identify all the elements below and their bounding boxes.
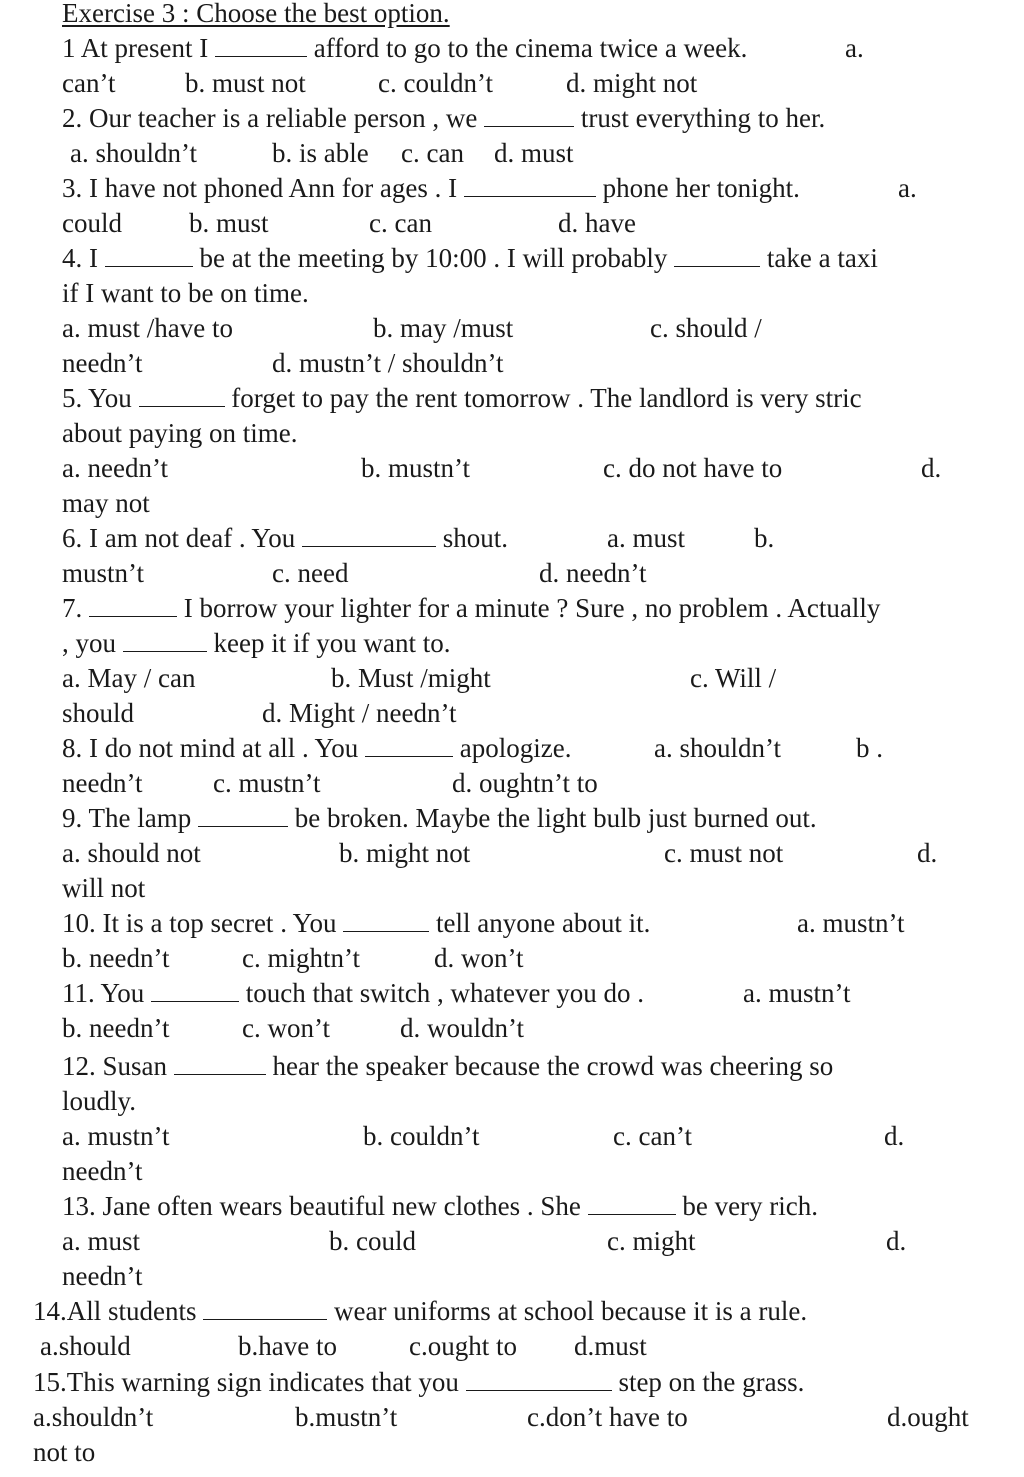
question-1-blank[interactable] [215, 36, 307, 57]
question-8-text-before: 8. I do not mind at all . You [62, 733, 366, 763]
question-7-continuation [62, 626, 450, 661]
question-1-text-before: 1 At present I [62, 33, 215, 63]
question-10-text-after: tell anyone about it. [429, 908, 651, 938]
question-7 [62, 591, 880, 626]
question-15 [33, 1365, 804, 1400]
question-4-option-a[interactable]: a. must /have to [62, 313, 233, 343]
question-4-text-after: take a taxi [760, 243, 878, 273]
question-2-text-after: trust everything to her. [574, 103, 826, 133]
question-2-blank[interactable] [484, 106, 574, 127]
question-6 [62, 521, 508, 556]
question-5-continuation: about paying on time. [62, 418, 298, 448]
question-8-option-d[interactable]: d. oughtn’t to [452, 768, 598, 798]
question-13-text-after: be very rich. [675, 1191, 819, 1221]
question-8-option-a[interactable]: a. shouldn’t [654, 733, 781, 763]
question-7-blank-1[interactable] [89, 596, 177, 617]
question-3-option-a-cont[interactable]: could [62, 208, 122, 238]
question-4-continuation: if I want to be on time. [62, 278, 309, 308]
question-2-option-b[interactable]: b. is able [272, 138, 369, 168]
question-4 [62, 241, 878, 276]
question-5-option-d[interactable]: d. [921, 453, 942, 483]
question-12-option-c[interactable]: c. can’t [613, 1121, 692, 1151]
question-13-blank[interactable] [588, 1194, 676, 1215]
question-3-blank[interactable] [464, 176, 596, 197]
question-2-text-before: 2. Our teacher is a reliable person , we [62, 103, 485, 133]
question-5-text-after: forget to pay the rent tomorrow . The landlord is very stric [224, 383, 862, 413]
question-12-option-a[interactable]: a. mustn’t [62, 1121, 170, 1151]
question-6-option-d[interactable]: d. needn’t [539, 558, 647, 588]
question-13-option-b[interactable]: b. could [329, 1226, 416, 1256]
question-14-option-c[interactable]: c.ought to [409, 1331, 517, 1361]
question-2 [62, 101, 825, 136]
question-9 [62, 801, 817, 836]
question-12-continuation: loudly. [62, 1086, 136, 1116]
question-6-option-b[interactable]: b. [754, 523, 775, 553]
question-7-option-d[interactable]: d. Might / needn’t [262, 698, 457, 728]
question-13-option-d-cont[interactable]: needn’t [62, 1261, 143, 1291]
question-14 [33, 1294, 807, 1329]
question-1-option-c[interactable]: c. couldn’t [378, 68, 493, 98]
question-3-option-c[interactable]: c. can [369, 208, 432, 238]
question-9-option-a[interactable]: a. should not [62, 838, 201, 868]
question-8-text-after: apologize. [453, 733, 572, 763]
question-1-option-d[interactable]: d. might not [566, 68, 698, 98]
question-3-text-after: phone her tonight. [595, 173, 800, 203]
question-13-option-c[interactable]: c. might [607, 1226, 696, 1256]
question-10-option-d[interactable]: d. won’t [434, 943, 524, 973]
question-9-option-d[interactable]: d. [917, 838, 938, 868]
question-1-option-a-cont[interactable]: can’t [62, 68, 116, 98]
question-1-option-b[interactable]: b. must not [185, 68, 306, 98]
question-3-option-d[interactable]: d. have [558, 208, 636, 238]
question-12-text-before: 12. Susan [62, 1051, 174, 1081]
question-9-option-d-cont[interactable]: will not [62, 873, 146, 903]
question-15-option-d[interactable]: d.ought [887, 1402, 969, 1432]
question-8-option-b[interactable]: b . [856, 733, 883, 763]
question-6-blank[interactable] [302, 526, 436, 547]
question-2-option-a[interactable]: a. shouldn’t [70, 138, 197, 168]
question-9-text-before: 9. The lamp [62, 803, 198, 833]
question-12-option-d-cont[interactable]: needn’t [62, 1156, 143, 1186]
question-11-blank[interactable] [151, 981, 239, 1002]
question-12 [62, 1049, 833, 1084]
question-7-cont-before: , you [62, 628, 123, 658]
question-12-option-b[interactable]: b. couldn’t [363, 1121, 480, 1151]
question-5-option-b[interactable]: b. mustn’t [361, 453, 471, 483]
question-7-option-c-cont[interactable]: should [62, 698, 135, 728]
question-4-option-d[interactable]: d. mustn’t / shouldn’t [272, 348, 504, 378]
question-7-option-b[interactable]: b. Must /might [331, 663, 491, 693]
question-3-option-b[interactable]: b. must [189, 208, 269, 238]
question-15-option-a[interactable]: a.shouldn’t [33, 1402, 154, 1432]
question-13-option-d[interactable]: d. [886, 1226, 907, 1256]
question-4-option-c-cont[interactable]: needn’t [62, 348, 143, 378]
question-10 [62, 906, 650, 941]
question-9-text-after: be broken. Maybe the light bulb just burned out. [287, 803, 817, 833]
question-4-option-b[interactable]: b. may /must [373, 313, 514, 343]
question-11-text-before: 11. You [62, 978, 152, 1008]
question-1-option-a[interactable]: a. [845, 33, 864, 63]
question-4-text-middle: be at the meeting by 10:00 . I will probably [192, 243, 675, 273]
question-15-text-after: step on the grass. [611, 1367, 805, 1397]
question-14-option-d[interactable]: d.must [574, 1331, 647, 1361]
question-7-option-c[interactable]: c. Will / [690, 663, 777, 693]
question-5-option-d-cont[interactable]: may not [62, 488, 150, 518]
question-10-option-c[interactable]: c. mightn’t [242, 943, 360, 973]
question-15-blank[interactable] [466, 1370, 612, 1391]
question-4-blank-1[interactable] [105, 246, 193, 267]
question-10-blank[interactable] [343, 911, 429, 932]
question-7-text-before: 7. [62, 593, 89, 623]
question-4-blank-2[interactable] [674, 246, 760, 267]
question-15-option-c[interactable]: c.don’t have to [527, 1402, 688, 1432]
question-5-text-before: 5. You [62, 383, 139, 413]
question-11-text-after: touch that switch , whatever you do . [239, 978, 644, 1008]
question-6-text-before: 6. I am not deaf . You [62, 523, 302, 553]
question-10-text-before: 10. It is a top secret . You [62, 908, 344, 938]
question-2-option-d[interactable]: d. must [494, 138, 574, 168]
question-13 [62, 1189, 818, 1224]
question-12-blank[interactable] [174, 1054, 266, 1075]
question-7-blank-2[interactable] [123, 631, 207, 652]
question-5 [62, 381, 862, 416]
question-1 [62, 31, 747, 66]
question-15-text-before: 15.This warning sign indicates that you [33, 1367, 466, 1397]
question-14-blank[interactable] [203, 1299, 327, 1320]
question-7-text-after: I borrow your lighter for a minute ? Sure , no problem . Actually [177, 593, 881, 623]
question-11-option-b[interactable]: b. needn’t [62, 1013, 170, 1043]
question-6-option-b-cont[interactable]: mustn’t [62, 558, 145, 588]
question-14-option-a[interactable]: a.should [40, 1331, 131, 1361]
question-10-option-a[interactable]: a. mustn’t [797, 908, 905, 938]
question-8-option-c[interactable]: c. mustn’t [213, 768, 321, 798]
question-8-option-b-cont[interactable]: needn’t [62, 768, 143, 798]
question-13-option-a[interactable]: a. must [62, 1226, 140, 1256]
question-5-option-a[interactable]: a. needn’t [62, 453, 168, 483]
question-6-option-a[interactable]: a. must [607, 523, 685, 553]
question-10-option-b[interactable]: b. needn’t [62, 943, 170, 973]
question-11 [62, 976, 644, 1011]
question-11-option-a[interactable]: a. mustn’t [743, 978, 851, 1008]
question-7-option-a[interactable]: a. May / can [62, 663, 196, 693]
question-4-text-before: 4. I [62, 243, 105, 273]
question-12-option-d[interactable]: d. [884, 1121, 905, 1151]
question-14-option-b[interactable]: b.have to [238, 1331, 337, 1361]
question-14-text-after: wear uniforms at school because it is a rule. [327, 1296, 808, 1326]
question-5-blank[interactable] [139, 386, 225, 407]
question-11-option-c[interactable]: c. won’t [242, 1013, 330, 1043]
question-9-blank[interactable] [198, 806, 288, 827]
exercise-title: Exercise 3 : Choose the best option. [62, 0, 450, 28]
question-8 [62, 731, 571, 766]
question-3-option-a[interactable]: a. [898, 173, 917, 203]
question-1-text-after: afford to go to the cinema twice a week. [306, 33, 748, 63]
question-5-option-c[interactable]: c. do not have to [603, 453, 783, 483]
question-15-option-d-cont[interactable]: not to [33, 1437, 96, 1467]
question-6-text-after: shout. [435, 523, 508, 553]
question-15-option-b[interactable]: b.mustn’t [295, 1402, 398, 1432]
question-6-option-c[interactable]: c. need [272, 558, 349, 588]
question-11-option-d[interactable]: d. wouldn’t [400, 1013, 525, 1043]
question-8-blank[interactable] [365, 736, 453, 757]
question-4-option-c[interactable]: c. should / [650, 313, 762, 343]
question-9-option-c[interactable]: c. must not [664, 838, 784, 868]
question-7-cont-after: keep it if you want to. [206, 628, 451, 658]
question-2-option-c[interactable]: c. can [401, 138, 464, 168]
question-13-text-before: 13. Jane often wears beautiful new clothes . She [62, 1191, 588, 1221]
question-14-text-before: 14.All students [33, 1296, 204, 1326]
question-3-text-before: 3. I have not phoned Ann for ages . I [62, 173, 464, 203]
question-3 [62, 171, 800, 206]
question-12-text-after: hear the speaker because the crowd was cheering so [265, 1051, 834, 1081]
question-9-option-b[interactable]: b. might not [339, 838, 471, 868]
